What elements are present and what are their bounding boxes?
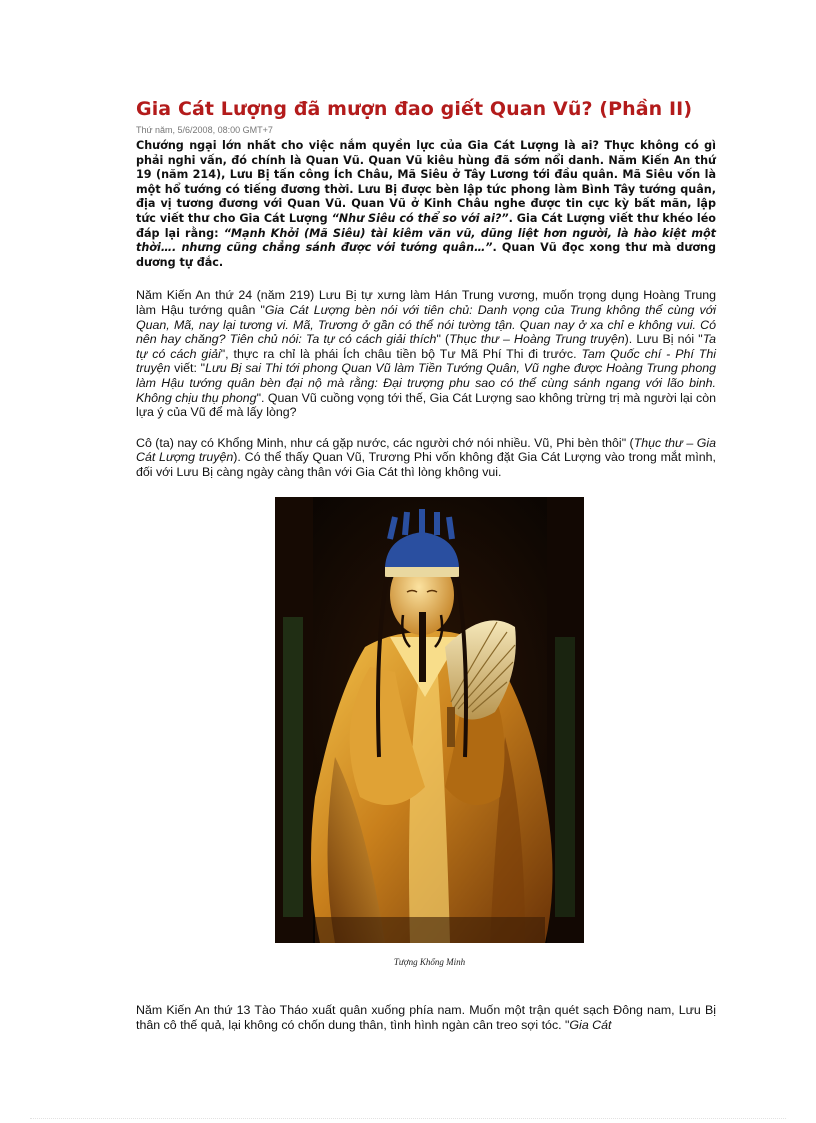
p1-quote: Ta tự có cách giải xyxy=(136,332,717,361)
statue-illustration xyxy=(275,497,584,943)
article-date: Thứ năm, 5/6/2008, 08:00 GMT+7 xyxy=(136,125,273,135)
p2-text: Cô (ta) nay có Khổng Minh, như cá gặp nước, các người chớ nói nhiều. Vũ, Phi bèn thôi" ( xyxy=(136,435,634,450)
paragraph-3 xyxy=(136,1003,716,1032)
p1-source: Tam Quốc chí - Phí Thi truyện xyxy=(136,346,717,376)
statue-photo xyxy=(275,497,584,943)
lead-paragraph xyxy=(136,139,716,270)
p3-text: Năm Kiến An thứ 13 Tào Tháo xuất quân xuống phía nam. Muốn một trận quét sạch Đông nam, Lưu Bị thân cô thế quả, lại không có chốn dung thân, tình hình ngàn cân treo sợi tóc. " xyxy=(136,1003,716,1032)
page-divider xyxy=(30,1118,786,1119)
p1-text: ", thực ra chỉ là phái Ích châu tiền bộ Tư Mã Phí Thi đi trước. xyxy=(220,346,582,361)
p3-quote: Gia Cát xyxy=(569,1017,612,1032)
p1-text: viết: " xyxy=(170,361,206,376)
lead-text-2: . Gia Cát Lượng viết thư khéo léo đáp lại rằng: xyxy=(136,211,716,240)
p1-text: Năm Kiến An thứ 24 (năm 219) Lưu Bị tự xưng làm Hán Trung vương, muốn trọng dụng Hoàng Trung làm Hậu tướng quân " xyxy=(136,288,716,317)
lead-text-3: . Quan Vũ đọc xong thư mà dương dương tự đắc. xyxy=(136,241,716,269)
p1-text: " ( xyxy=(436,332,450,347)
lead-quote-1: “Như Siêu có thể so với ai?” xyxy=(331,211,509,225)
p2-source: Thục thư – Gia Cát Lượng truyện xyxy=(136,435,716,465)
lead-text-1: Chướng ngại lớn nhất cho việc nắm quyền lực của Gia Cát Lượng là ai? Thực không có gì phải nghi vấn, đó chính là Quan Vũ. Quan Vũ kiêu hùng đã sớm nổi danh. Năm Kiến An thứ 19 (năm 214), Lưu Bị tấn công Ích Châu, Mã Siêu ở Tây Lương tới đầu quân. Mã Siêu vốn là một hổ tướng có tiếng đương thời. Lưu Bị được bèn lập tức phong làm Bình Tây tướng quân, địa vị tương đương với Quan Vũ. Quan Vũ ở Kinh Châu nghe được tin cực kỳ bất mãn, lập tức viết thư cho Gia Cát Lượng xyxy=(136,139,716,225)
article-body xyxy=(136,96,716,479)
article-title: Gia Cát Lượng đã mượn đao giết Quan Vũ? (Phần II) xyxy=(136,98,693,120)
lead-quote-2: “Mạnh Khởi (Mã Siêu) tài kiêm văn vũ, dũng liệt hơn người, là hào kiệt một thời…. nhưng cũng chẳng sánh được với tướng quân…” xyxy=(136,226,717,255)
p1-quote: Gia Cát Lượng bèn nói với tiên chủ: Danh vọng của Trung không thể cùng với Quan, Mã, nay lại tương vi. Mã, Trương ở gần có thể nói tường tận. Quan nay ở xa chỉ e không vui. Có nên hay chăng? Tiên chủ nói: Ta tự có cách giải thích xyxy=(136,302,716,347)
p1-source: Thục thư – Hoàng Trung truyện xyxy=(449,332,625,347)
photo-caption: Tượng Khổng Minh xyxy=(393,957,466,967)
p1-text: ". Quan Vũ cuồng vọng tới thế, Gia Cát Lượng sao không trừng trị mà người lại còn lựa ý của Vũ để mà lấy lòng? xyxy=(136,390,716,420)
p2-text: ). Có thể thấy Quan Vũ, Trương Phi vốn không đặt Gia Cát Lượng vào trong mắt mình, đối với Lưu Bị càng ngày càng thân với Gia Cát thì lòng không vui. xyxy=(136,450,717,479)
p1-quote: Lưu Bị sai Thi tới phong Quan Vũ làm Tiền Tướng Quân, Vũ nghe được Hoàng Trung phong làm Hậu tướng quân bèn đại nộ mà rằng: Đại trượng phu sao có thể cùng sánh ngang với lão binh. Không chịu thụ phong xyxy=(136,361,717,405)
paragraph-1 xyxy=(136,288,716,419)
paragraph-2 xyxy=(136,436,716,480)
p1-text: ). Lưu Bị nói " xyxy=(624,332,703,347)
